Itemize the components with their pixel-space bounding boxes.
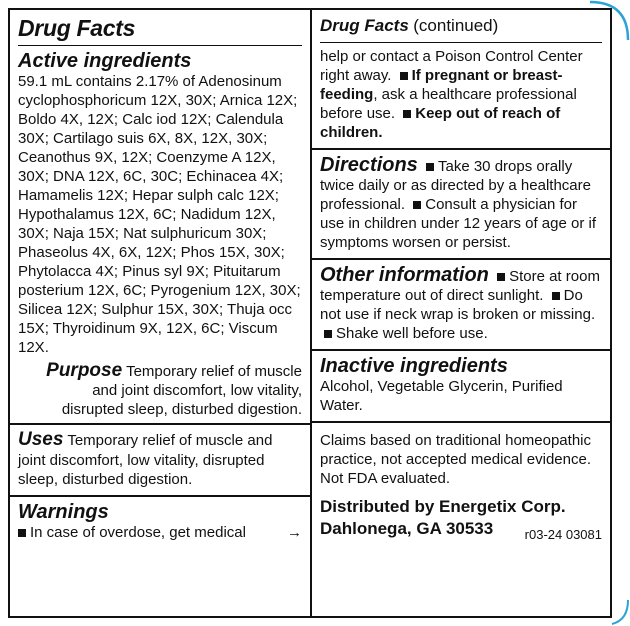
active-ingredients-text: 59.1 mL contains 2.17% of Adenosinum cyclophosphoricum 12X, 30X; Arnica 12X; Boldo 4X, 12X; Calc iod 12X; Calendula 30X; Cartilago suis 6X, 8X, 12X, 30X; Ceanothus 9X, 12X; Coenzyme A 12X, 30X; DNA 12X, 6C, 30C; Echinacea 4X; Hamamelis 12X; Hepar sulph calc 12X; Hypothalamus 12X, 6C; Nadidum 12X, 30X; Naja 15X; Nat sulphuricum 30X; Phaseolus 4X, 6X, 12X; Phos 15X, 30X; Phytolacca 4X; Pinus syl 9X; Pituitarum posterium 12X, 6C; Pyrogenium 12X, 30X; Silicea 12X; Sulphur 15X, 30X; Thuja occ 15X; Thyroidinum 9X, 12X, 6C; Viscum 12X. bbox=[18, 73, 301, 356]
bullet-square-icon bbox=[497, 273, 505, 281]
claims-section bbox=[312, 421, 610, 616]
uses-text: Temporary relief of muscle and joint discomfort, low vitality, disrupted sleep, disturbed digestion. bbox=[18, 432, 273, 488]
distributor-address: Dahlonega, GA 30533 bbox=[320, 519, 494, 538]
active-ingredients-heading: Active ingredients bbox=[18, 50, 192, 72]
right-column bbox=[312, 10, 610, 616]
purpose-text: Temporary relief of muscle and joint discomfort, low vitality, disrupted sleep, disturbed digestion. bbox=[61, 363, 302, 418]
other-information-heading: Other information bbox=[320, 264, 489, 286]
label-code: r03-24 03081 bbox=[524, 527, 602, 542]
warnings-section bbox=[10, 495, 310, 616]
directions-section bbox=[312, 148, 610, 258]
purpose-block bbox=[18, 361, 302, 419]
left-column bbox=[10, 10, 312, 616]
drug-facts-title: Drug Facts bbox=[18, 15, 136, 41]
continued-rule bbox=[320, 42, 602, 43]
distributor-line-1: Distributed by Energetix Corp. bbox=[320, 497, 566, 516]
other-information-section bbox=[312, 258, 610, 349]
bullet-square-icon bbox=[426, 163, 434, 171]
bullet-square-icon bbox=[403, 110, 411, 118]
continued-text-4: Keep out of reach of children. bbox=[320, 105, 561, 141]
warnings-heading: Warnings bbox=[18, 501, 109, 523]
purpose-label: Purpose bbox=[46, 360, 123, 381]
warnings-text: In case of overdose, get medical bbox=[30, 524, 246, 541]
directions-text-2: Consult a physician for use in children under 12 years of age or if symptoms worsen or persist. bbox=[320, 196, 596, 251]
continued-suffix: (continued) bbox=[413, 16, 499, 35]
directions-heading: Directions bbox=[320, 154, 418, 176]
bullet-square-icon bbox=[413, 201, 421, 209]
continued-text-1: help or contact a Poison Control Center right away. bbox=[320, 48, 583, 84]
title-rule bbox=[18, 45, 302, 46]
continued-title: Drug Facts bbox=[320, 16, 409, 35]
inactive-ingredients-section bbox=[312, 349, 610, 421]
continued-text bbox=[320, 47, 602, 142]
drug-facts-panel bbox=[8, 8, 612, 618]
active-ingredients-section bbox=[10, 10, 310, 423]
arrow-right-icon: → bbox=[287, 524, 302, 541]
continued-text-3: , ask a healthcare professional before use. bbox=[320, 86, 577, 122]
bullet-square-icon bbox=[400, 72, 408, 80]
other-information-1: Store at room temperature out of direct sunlight. bbox=[320, 268, 600, 304]
inactive-ingredients-text: Alcohol, Vegetable Glycerin, Purified Water. bbox=[320, 378, 563, 414]
claims-text: Claims based on traditional homeopathic practice, not accepted medical evidence. Not FDA evaluated. bbox=[320, 432, 591, 487]
other-information-3: Shake well before use. bbox=[336, 325, 488, 342]
continued-text-2: If pregnant or breast-feeding bbox=[320, 67, 563, 103]
inactive-ingredients-heading: Inactive ingredients bbox=[320, 355, 508, 377]
bullet-square-icon bbox=[18, 529, 26, 537]
bullet-square-icon bbox=[552, 292, 560, 300]
other-information-2: Do not use if neck wrap is broken or missing. bbox=[320, 287, 596, 323]
continued-section bbox=[312, 10, 610, 148]
uses-label: Uses bbox=[18, 429, 64, 450]
directions-text-1: Take 30 drops orally twice daily or as directed by a healthcare professional. bbox=[320, 158, 591, 213]
uses-section bbox=[10, 423, 310, 495]
distributor-line-2 bbox=[320, 518, 602, 540]
bullet-square-icon bbox=[324, 330, 332, 338]
